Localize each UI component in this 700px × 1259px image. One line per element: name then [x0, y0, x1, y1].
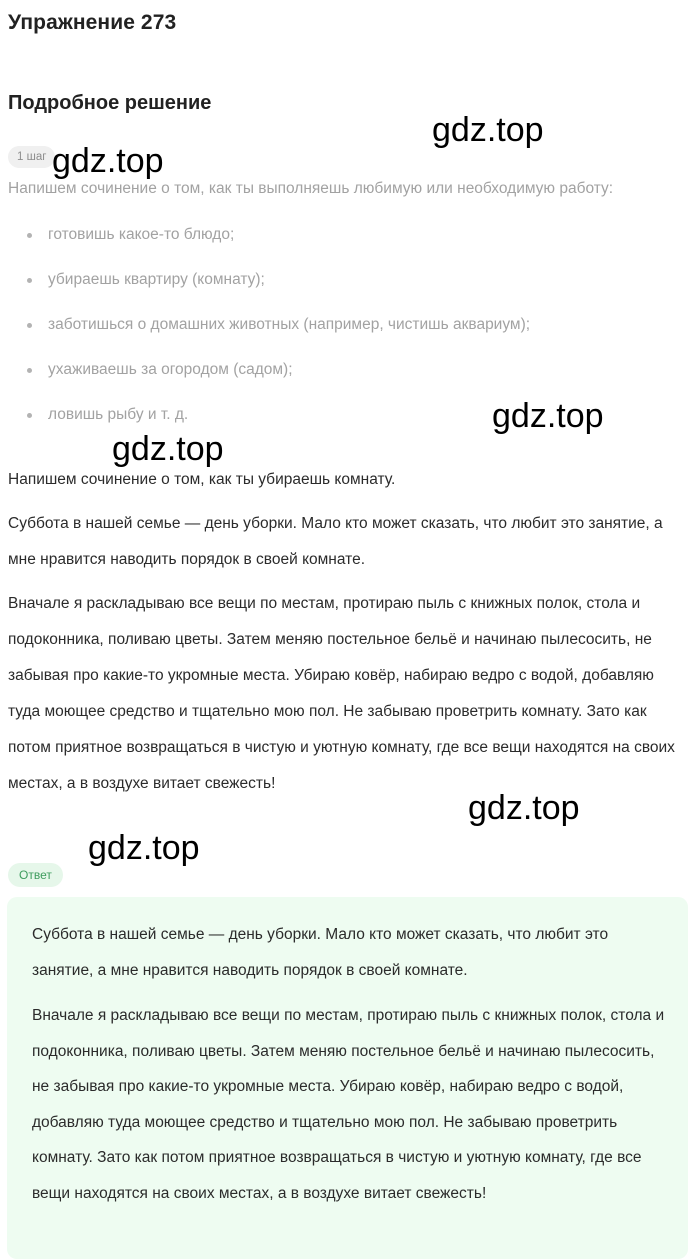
bullet-icon	[27, 323, 32, 328]
list-item	[0, 314, 530, 359]
bullet-icon	[27, 413, 32, 418]
list-item-text: заботишься о домашних животных (например, чистишь аквариум);	[48, 316, 531, 333]
watermark: gdz.top	[88, 829, 200, 867]
answer-box	[7, 897, 688, 1259]
list-item	[0, 224, 530, 269]
exercise-title: Упражнение 273	[8, 11, 177, 34]
list-item	[0, 269, 530, 314]
solution-paragraph-3: Вначале я раскладываю все вещи по местам, протираю пыль с книжных полок, стола и подоконника, поливаю цветы. Затем меняю постельное бельё и начинаю пылесосить, не забывая про какие-то укромные места. Убираю ковёр, набираю ведро с водой, добавляю туда моющее средство и тщательно мою пол. Не забываю проветрить комнату. Зато как потом приятное возвращаться в чистую и уютную комнату, где все вещи находятся на своих местах, а в воздухе витает свежесть!	[8, 595, 675, 792]
answer-paragraph-2: Вначале я раскладываю все вещи по местам, протираю пыль с книжных полок, стола и подоконника, поливаю цветы. Затем меняю постельное бельё и начинаю пылесосить, не забывая про какие-то укромные места. Убираю ковёр, набираю ведро с водой, добавляю туда моющее средство и тщательно мою пол. Не забываю проветрить комнату. Зато как потом приятное возвращаться в чистую и уютную комнату, где все вещи находятся на своих местах, а в воздухе витает свежесть!	[32, 1007, 665, 1202]
list-item-text: готовишь какое-то блюдо;	[48, 226, 235, 243]
watermark: gdz.top	[432, 111, 544, 149]
list-item-text: ловишь рыбу и т. д.	[48, 406, 189, 423]
section-title: Подробное решение	[8, 92, 212, 114]
list-item	[0, 404, 530, 449]
watermark: gdz.top	[468, 789, 580, 827]
bullet-icon	[27, 233, 32, 238]
step-badge: 1 шаг	[8, 146, 55, 168]
list-item-text: ухаживаешь за огородом (садом);	[48, 361, 293, 378]
solution-paragraph-2: Суббота в нашей семье — день уборки. Мало кто может сказать, что любит это занятие, а мне нравится наводить порядок в своей комнате.	[8, 515, 663, 568]
list-item-text: убираешь квартиру (комнату);	[48, 271, 265, 288]
watermark: gdz.top	[112, 430, 224, 468]
watermark: gdz.top	[492, 397, 604, 435]
watermark: gdz.top	[52, 142, 164, 180]
bullet-icon	[27, 368, 32, 373]
bullet-icon	[27, 278, 32, 283]
answer-paragraph-1: Суббота в нашей семье — день уборки. Мало кто может сказать, что любит это занятие, а мне нравится наводить порядок в своей комнате.	[32, 926, 609, 979]
answer-badge: Ответ	[8, 863, 63, 887]
step-intro: Напишем сочинение о том, как ты выполняешь любимую или необходимую работу:	[8, 180, 614, 197]
solution-paragraph-1: Напишем сочинение о том, как ты убираешь комнату.	[8, 471, 396, 488]
task-options-list	[0, 224, 530, 449]
list-item	[0, 359, 530, 404]
